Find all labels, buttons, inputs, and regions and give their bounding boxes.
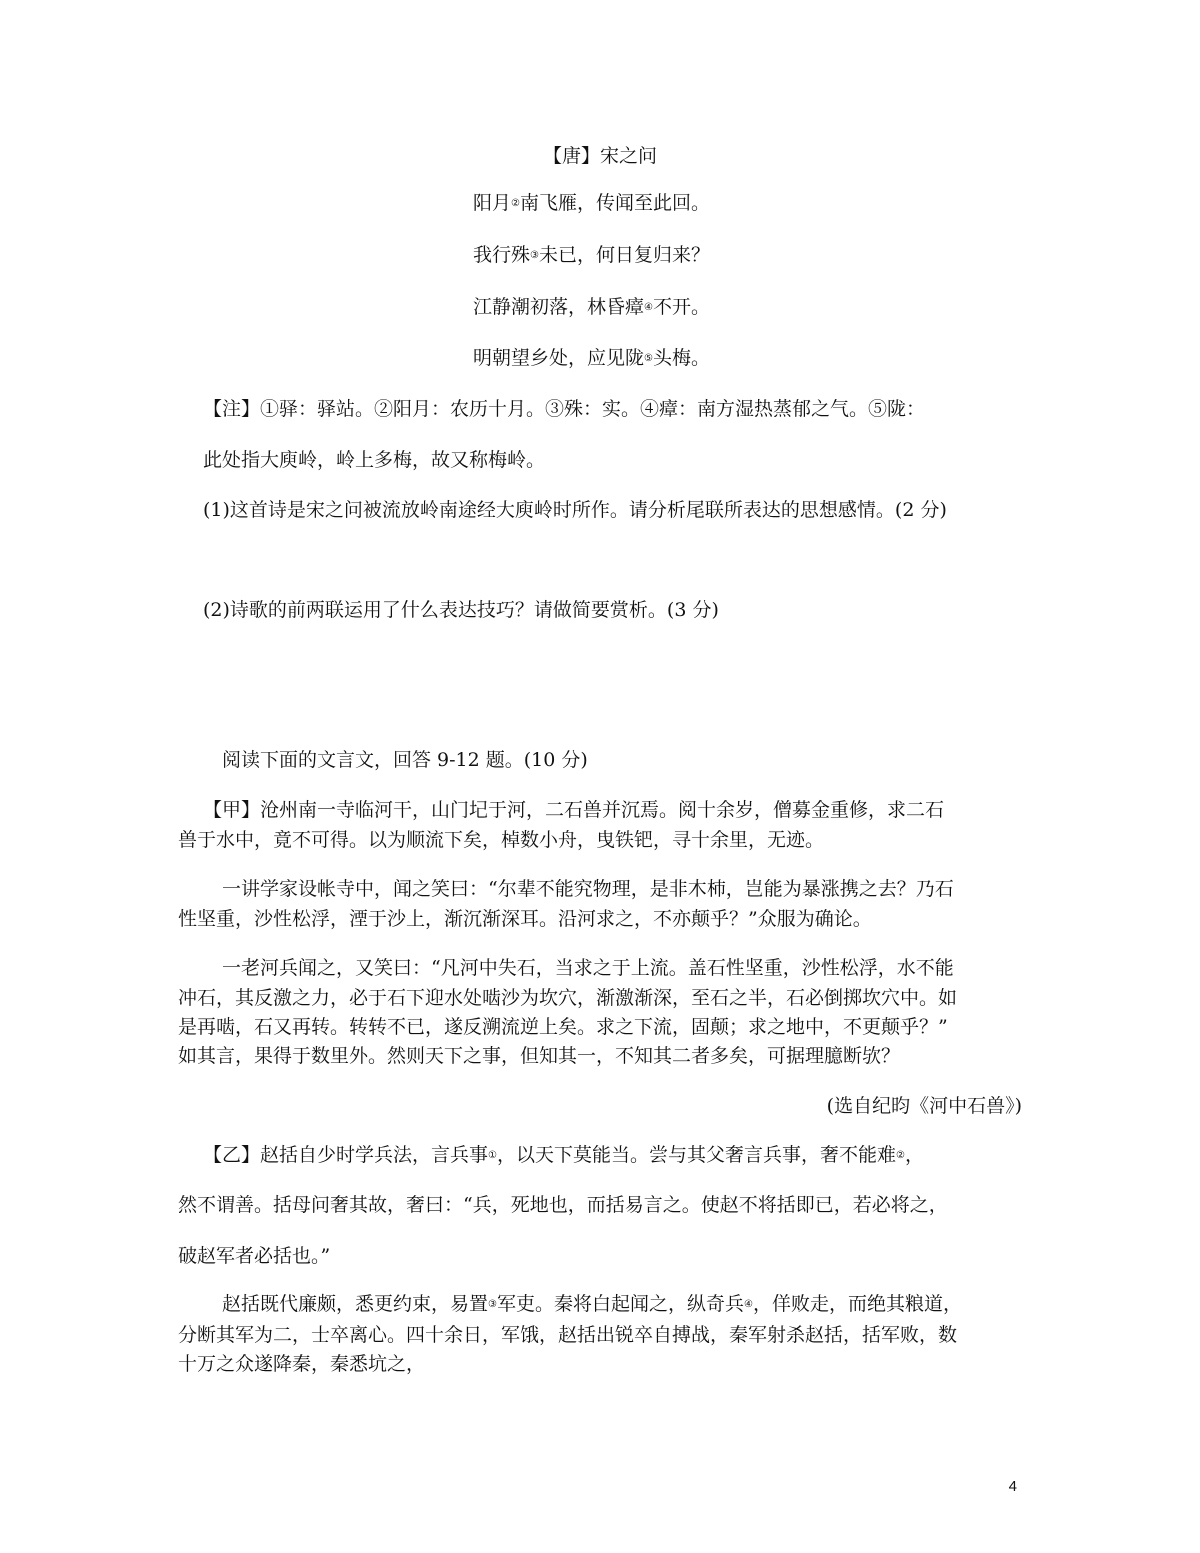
section-intro: 阅读下面的文言文，回答 9-12 题。(10 分) — [222, 749, 588, 771]
passage-line: 冲石，其反激之力，必于石下迎水处啮沙为坎穴，渐激渐深，至石之半，石必倒掷坎穴中。如 — [178, 987, 958, 1009]
footnote-mark: ① — [488, 1150, 497, 1161]
poem-line: 阳月②南飞雁，传闻至此回。 — [473, 192, 710, 214]
passage-source: (选自纪昀《河中石兽》) — [826, 1095, 1022, 1117]
passage-line: 是再啮，石又再转。转转不已，遂反溯流逆上矣。求之下流，固颠；求之地中，不更颠乎？” — [178, 1016, 948, 1038]
passage-line: 分断其军为二，士卒离心。四十余日，军饿，赵括出锐卒自搏战，秦军射杀赵括，括军败，数 — [178, 1324, 958, 1346]
footnote-mark: ③ — [488, 1299, 497, 1310]
passage-line: 十万之众遂降秦，秦悉坑之， — [178, 1353, 426, 1375]
footnote-mark: ② — [511, 198, 520, 209]
poem-author: 【唐】宋之问 — [542, 145, 657, 167]
question-1: (1)这首诗是宋之问被流放岭南途经大庾岭时所作。请分析尾联所表达的思想感情。(2 分) — [203, 499, 947, 521]
passage-line: 一讲学家设帐寺中，闻之笑曰：“尔辈不能究物理，是非木杮，岂能为暴涨携之去？乃石 — [222, 878, 954, 900]
passage-line: 兽于水中，竟不可得。以为顺流下矣，棹数小舟，曳铁钯，寻十余里，无迹。 — [178, 829, 825, 851]
poem-notes-cont: 此处指大庾岭，岭上多梅，故又称梅岭。 — [203, 449, 546, 471]
passage-line: 然不谓善。括母问奢其故，奢曰：“兵，死地也，而括易言之。使赵不将括即已，若必将之， — [178, 1194, 948, 1216]
page-number: 4 — [1008, 1478, 1017, 1495]
passage-line: 性坚重，沙性松浮，湮于沙上，渐沉渐深耳。沿河求之，不亦颠乎？”众服为确论。 — [178, 908, 872, 930]
passage-line: 【乙】赵括自少时学兵法，言兵事①，以天下莫能当。尝与其父奢言兵事，奢不能难②， — [203, 1144, 924, 1166]
footnote-mark: ④ — [744, 1299, 753, 1310]
passage-line: 如其言，果得于数里外。然则天下之事，但知其一，不知其二者多矣，可据理臆断欤？ — [178, 1045, 901, 1067]
poem-line: 我行殊③未已，何日复归来？ — [473, 244, 710, 266]
poem-line: 明朝望乡处，应见陇⑤头梅。 — [473, 347, 710, 369]
passage-line: 【甲】沧州南一寺临河干，山门圮于河，二石兽并沉焉。阅十余岁，僧募金重修，求二石 — [203, 799, 945, 821]
passage-line: 破赵军者必括也。” — [178, 1245, 331, 1267]
poem-notes: 【注】①驿：驿站。②阳月：农历十月。③殊：实。④瘴：南方湿热蒸郁之气。⑤陇： — [203, 398, 926, 420]
passage-line: 赵括既代廉颇，悉更约束，易置③军吏。秦将白起闻之，纵奇兵④，佯败走，而绝其粮道， — [222, 1293, 962, 1315]
footnote-mark: ② — [896, 1150, 905, 1161]
footnote-mark: ③ — [530, 250, 539, 261]
footnote-mark: ④ — [644, 302, 653, 313]
poem-line: 江静潮初落，林昏瘴④不开。 — [473, 296, 710, 318]
passage-line: 一老河兵闻之，又笑曰：“凡河中失石，当求之于上流。盖石性坚重，沙性松浮，水不能 — [222, 957, 954, 979]
question-2: (2)诗歌的前两联运用了什么表达技巧？请做简要赏析。(3 分) — [203, 599, 719, 621]
footnote-mark: ⑤ — [644, 353, 653, 364]
